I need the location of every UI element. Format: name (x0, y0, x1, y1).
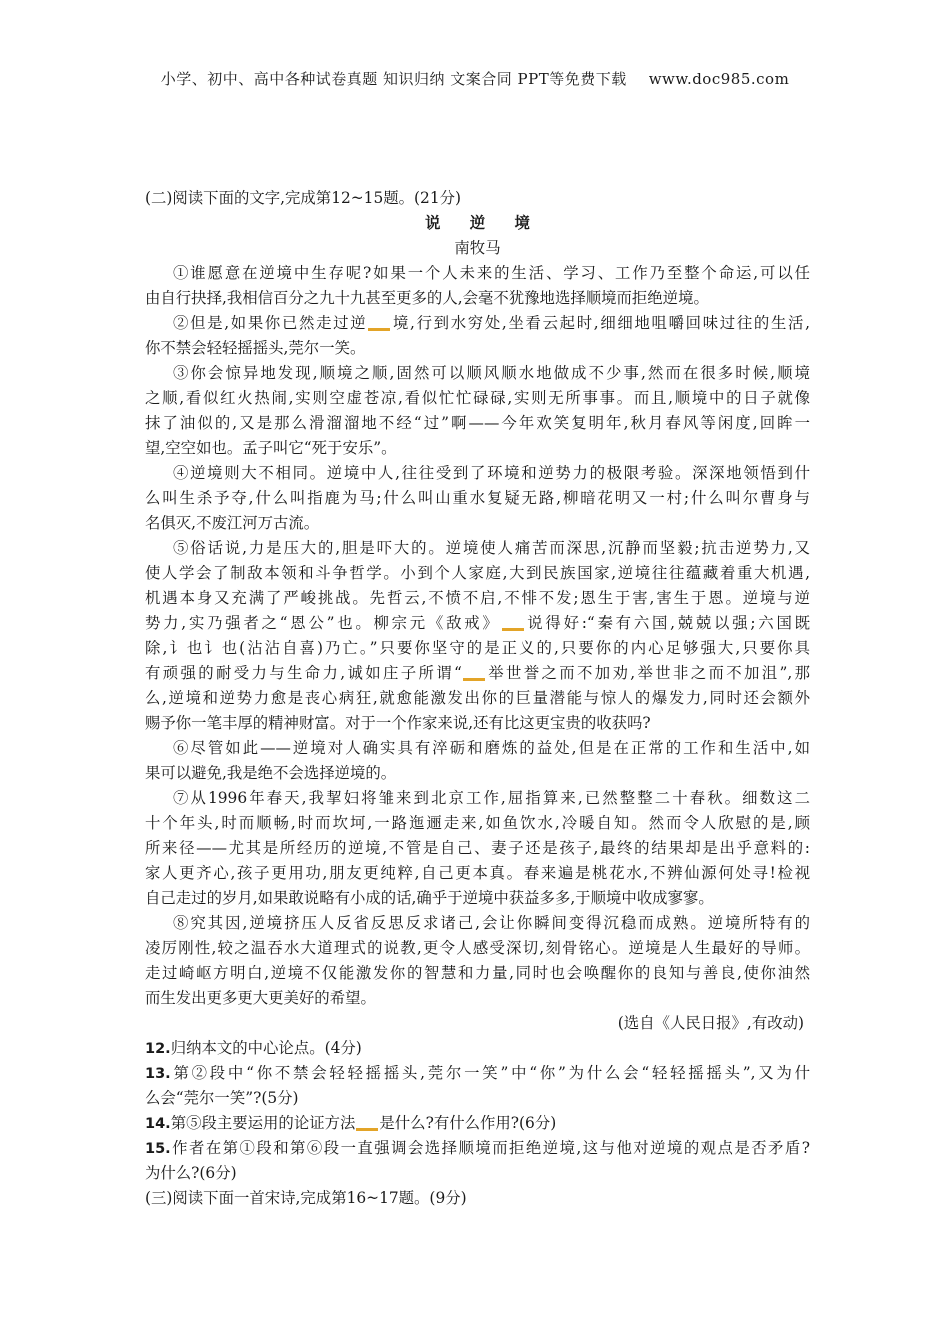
paragraph-line: 么叫生杀予夺,什么叫指鹿为马;什么叫山重水复疑无路,柳暗花明又一村;什么叫尔曹身与 (145, 489, 810, 507)
paragraph-line: 而生发出更多更大更美好的希望。 (145, 989, 376, 1007)
paragraph-line (145, 311, 810, 336)
text-segment: 说得好:“秦有六国,兢兢以强;六国既 (524, 614, 810, 632)
paragraph-line (145, 661, 810, 686)
question-text: 第⑤段主要运用的论证方法 (170, 1114, 356, 1132)
question-14 (145, 1111, 810, 1136)
text-segment: 境,行到水穷处,坐看云起时,细细地咀嚼回味过往的生活, (391, 314, 810, 332)
question-text: 是什么?有什么作用?(6分) (379, 1114, 557, 1132)
paragraph-line: 么,逆境和逆势力愈是丧心病狂,就愈能激发出你的巨量潜能与惊人的爆发力,同时还会额外 (145, 689, 810, 707)
question-15 (145, 1136, 810, 1186)
paragraph-line: 之顺,看似红火热闹,实则空虚苍凉,看似忙忙碌碌,实则无所事事。而且,顺境中的日子就像 (145, 389, 810, 407)
question-13 (145, 1061, 810, 1111)
paragraph-line: 你不禁会轻轻摇摇头,莞尔一笑。 (145, 339, 366, 357)
question-text: 第②段中“你不禁会轻轻摇摇头,莞尔一笑”中“你”为什么会“轻轻摇摇头”,又为什 (170, 1064, 810, 1082)
section3-intro: (三)阅读下面一首宋诗,完成第16~17题。(9分) (145, 1189, 467, 1207)
text-segment: 有顽强的耐受力与生命力,诚如庄子所谓“ (145, 664, 462, 682)
question-line: 为什么?(6分) (145, 1164, 237, 1182)
paragraph-line: ⑤俗话说,力是压大的,胆是吓大的。逆境使人痛苦而深思,沉静而坚毅;抗击逆势力,又 (173, 539, 810, 557)
paragraph-3 (145, 361, 810, 461)
paragraph-4 (145, 461, 810, 536)
paragraph-line: ③你会惊异地发现,顺境之顺,固然可以顺风顺水地做成不少事,然而在很多时候,顺境 (173, 364, 810, 382)
question-number: 14. (145, 1116, 171, 1132)
highlight-mark (502, 628, 524, 631)
paragraph-1 (145, 261, 810, 311)
text-segment: 举世誉之而不加劝,举世非之而不加沮”,那 (485, 664, 810, 682)
section2-intro: (二)阅读下面的文字,完成第12~15题。(21分) (145, 189, 462, 207)
article-title: 说 逆 境 (425, 214, 542, 232)
text-segment: ②但是,如果你已然走过逆 (173, 314, 368, 332)
header-site: www.doc985.com (648, 70, 790, 88)
question-number: 13. (145, 1066, 171, 1082)
paragraph-line: 赐予你一笔丰厚的精神财富。对于一个作家来说,还有比这更宝贵的收获吗? (145, 714, 651, 732)
paragraph-line: ①谁愿意在逆境中生存呢?如果一个人未来的生活、学习、工作乃至整个命运,可以任 (173, 264, 810, 282)
paragraph-6 (145, 736, 810, 786)
question-line (145, 1061, 810, 1086)
paragraph-line: 名俱灭,不废江河万古流。 (145, 514, 320, 532)
paragraph-line: 所来径——尤其是所经历的逆境,不管是自己、妻子还是孩子,最终的结果却是出乎意料的: (145, 839, 810, 857)
question-text: 作者在第①段和第⑥段一直强调会选择顺境而拒绝逆境,这与他对逆境的观点是否矛盾? (170, 1139, 810, 1157)
paragraph-line: 除,讠也讠也(沾沾自喜)乃亡。”只要你坚守的是正义的,只要你的内心足够强大,只要你具 (145, 639, 810, 657)
paragraph-line: ④逆境则大不相同。逆境中人,往往受到了环境和逆势力的极限考验。深深地领悟到什 (173, 464, 810, 482)
paragraph-line: 家人更齐心,孩子更用功,朋友更纯粹,自己更本真。春来遍是桃花水,不辨仙源何处寻!检视 (145, 864, 810, 882)
paragraph-line: ⑧究其因,逆境挤压人反省反思反求诸己,会让你瞬间变得沉稳而成熟。逆境所特有的 (173, 914, 810, 932)
paragraph-line: ⑦从1996年春天,我挈妇将雏来到北京工作,屈指算来,已然整整二十春秋。细数这二 (173, 789, 810, 807)
question-number: 15. (145, 1141, 171, 1157)
paragraph-line (145, 611, 810, 636)
question-number: 12. (145, 1041, 171, 1057)
paragraph-line: 望,空空如也。孟子叫它“死于安乐”。 (145, 439, 397, 457)
article-author: 南牧马 (454, 239, 501, 257)
highlight-mark (463, 678, 485, 681)
paragraph-8 (145, 911, 810, 1011)
paragraph-line: 由自行抉择,我相信百分之九十九甚至更多的人,会毫不犹豫地选择顺境而拒绝逆境。 (145, 289, 709, 307)
paragraph-line: 十个年头,时而顺畅,时而坎坷,一路迤逦走来,如鱼饮水,冷暖自知。然而令人欣慰的是,顾 (145, 814, 810, 832)
document-body (145, 186, 810, 1211)
paragraph-line: 果可以避免,我是绝不会选择逆境的。 (145, 764, 397, 782)
paragraph-2 (145, 311, 810, 361)
text-segment: 势力,实乃强者之“恩公”也。柳宗元《敌戒》 (145, 614, 501, 632)
paragraph-line: 走过崎岖方明白,逆境不仅能激发你的智慧和力量,同时也会唤醒你的良知与善良,使你油然 (145, 964, 810, 982)
question-line: 么会“莞尔一笑”?(5分) (145, 1089, 299, 1107)
paragraph-line: 使人学会了制敌本领和斗争哲学。小到个人家庭,大到民族国家,逆境往往蕴藏着重大机遇, (145, 564, 810, 582)
highlight-mark (356, 1128, 378, 1131)
paragraph-line: 抹了油似的,又是那么滑溜溜地不经“过”啊——今年欢笑复明年,秋月春风等闲度,回眸一 (145, 414, 810, 432)
paragraph-5 (145, 536, 810, 736)
question-line (145, 1136, 810, 1161)
question-12 (145, 1036, 810, 1061)
article-source: (选自《人民日报》,有改动) (617, 1014, 804, 1032)
paragraph-line: ⑥尽管如此——逆境对人确实具有淬砺和磨炼的益处,但是在正常的工作和生活中,如 (173, 739, 810, 757)
header-categories: 小学、初中、高中各种试卷真题 知识归纳 文案合同 PPT等免费下载 (160, 70, 627, 88)
page-header (0, 68, 950, 89)
question-text: 归纳本文的中心论点。(4分) (170, 1039, 362, 1057)
paragraph-line: 自己走过的岁月,如果敢说略有小成的话,确乎于逆境中获益多多,于顺境中收成寥寥。 (145, 889, 714, 907)
highlight-mark (368, 328, 390, 331)
paragraph-7 (145, 786, 810, 911)
paragraph-line: 机遇本身又充满了严峻挑战。先哲云,不愤不启,不悱不发;恩生于害,害生于恩。逆境与逆 (145, 589, 810, 607)
paragraph-line: 凌厉刚性,较之温吞水大道理式的说教,更令人感受深切,刻骨铭心。逆境是人生最好的导师。 (145, 939, 810, 957)
